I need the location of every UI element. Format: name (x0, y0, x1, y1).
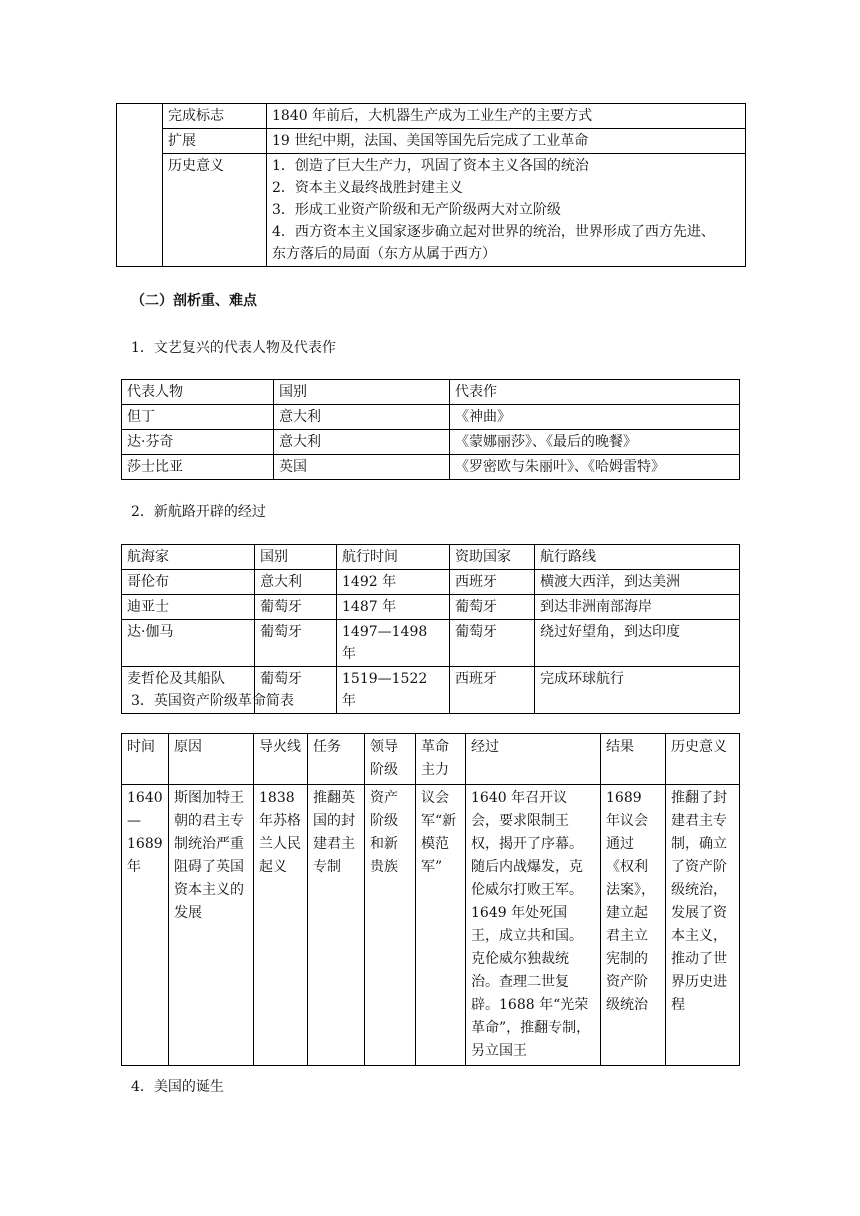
row-label: 历史意义 (163, 154, 267, 267)
table-row (122, 430, 740, 455)
significance-list (267, 154, 746, 267)
table-cell: 1640—1689 年 (122, 785, 169, 1066)
table-row (117, 129, 746, 154)
list-item: 4．西方资本主义国家逐步确立起对世界的统治，世界形成了西方先进、 (272, 224, 715, 240)
table-cell: 英国 (274, 455, 450, 480)
table-cell: 绕过好望角，到达印度 (535, 620, 740, 667)
table-cell: 1487 年 (337, 595, 450, 620)
column-header: 国别 (274, 380, 450, 405)
table-cell: 1492 年 (337, 570, 450, 595)
column-header: 航行时间 (337, 545, 450, 570)
column-header: 任务 (308, 734, 365, 785)
industrial-revolution-table (116, 103, 746, 267)
row-content: 1840 年前后，大机器生产成为工业生产的主要方式 (267, 104, 746, 129)
table-cell: 1689 年议会通过《权利法案》，建立起君主立宪制的资产阶级统治 (601, 785, 666, 1066)
table-row (122, 620, 740, 667)
table-row (117, 154, 746, 267)
column-header: 革命主力 (416, 734, 466, 785)
table-cell: 迪亚士 (122, 595, 255, 620)
renaissance-table (121, 379, 740, 480)
column-header: 时间 (122, 734, 169, 785)
column-header: 国别 (255, 545, 337, 570)
table-cell: 达·芬奇 (122, 430, 274, 455)
column-header: 资助国家 (450, 545, 535, 570)
table-cell: 《蒙娜丽莎》、《最后的晚餐》 (450, 430, 740, 455)
table-cell: 葡萄牙 (255, 620, 337, 667)
table-cell: 1519—1522 年 (337, 667, 450, 714)
table-cell: 葡萄牙 (255, 595, 337, 620)
table-cell: 资产阶级和新贵族 (365, 785, 416, 1066)
list-item: 3．形成工业资产阶级和无产阶级两大对立阶级 (272, 202, 561, 218)
table-cell: 议会军“新模范军” (416, 785, 466, 1066)
table-cell: 葡萄牙 (255, 667, 337, 714)
table-header-row (122, 734, 740, 785)
table-cell: 1497—1498 年 (337, 620, 450, 667)
table-cell: 意大利 (274, 405, 450, 430)
subsection-heading: 2．新航路开辟的经过 (131, 504, 266, 520)
table-cell: 哥伦布 (122, 570, 255, 595)
list-item: 1．创造了巨大生产力，巩固了资本主义各国的统治 (272, 158, 589, 174)
table-row (122, 570, 740, 595)
list-item: 东方落后的局面（东方从属于西方） (272, 246, 496, 262)
table-cell: 斯图加特王朝的君主专制统治严重阻碍了英国资本主义的发展 (169, 785, 254, 1066)
table-row (117, 104, 746, 129)
table-cell: 《神曲》 (450, 405, 740, 430)
subsection-heading: 3．英国资产阶级革命简表 (131, 693, 294, 709)
column-header: 历史意义 (666, 734, 740, 785)
column-header: 航行路线 (535, 545, 740, 570)
column-header: 代表作 (450, 380, 740, 405)
table-cell: 横渡大西洋，到达美洲 (535, 570, 740, 595)
column-header: 经过 (466, 734, 601, 785)
row-label: 扩展 (163, 129, 267, 154)
column-header: 航海家 (122, 545, 255, 570)
column-header: 结果 (601, 734, 666, 785)
table-row (122, 455, 740, 480)
subsection-heading: 1．文艺复兴的代表人物及代表作 (131, 340, 336, 356)
column-header: 导火线 (254, 734, 308, 785)
table-cell: 到达非洲南部海岸 (535, 595, 740, 620)
table-cell: 葡萄牙 (450, 595, 535, 620)
table-cell: 西班牙 (450, 570, 535, 595)
table-cell: 意大利 (274, 430, 450, 455)
table-cell: 完成环球航行 (535, 667, 740, 714)
table-header-row (122, 545, 740, 570)
table-cell: 莎士比亚 (122, 455, 274, 480)
table-cell: 1640 年召开议会，要求限制王权，揭开了序幕。随后内战爆发，克伦威尔打败王军。1649 年处死国王，成立共和国。克伦威尔独裁统治。查理二世复辟。1688 年“光荣革命”，推翻专制，另立国王 (466, 785, 601, 1066)
section-heading: （二）剖析重、难点 (131, 293, 257, 309)
table-cell: 1838 年苏格兰人民起义 (254, 785, 308, 1066)
list-item: 2．资本主义最终战胜封建主义 (272, 180, 463, 196)
table-cell: 西班牙 (450, 667, 535, 714)
table-row (122, 785, 740, 1066)
table-header-row (122, 380, 740, 405)
row-label: 完成标志 (163, 104, 267, 129)
column-header: 代表人物 (122, 380, 274, 405)
table-cell: 但丁 (122, 405, 274, 430)
table-cell: 推翻了封建君主专制，确立了资产阶级统治，发展了资本主义，推动了世界历史进程 (666, 785, 740, 1066)
table-cell: 葡萄牙 (450, 620, 535, 667)
table-row (122, 405, 740, 430)
column-header: 原因 (169, 734, 254, 785)
table-cell: 推翻英国的封建君主专制 (308, 785, 365, 1066)
merged-category-cell (117, 104, 163, 267)
table-row (122, 595, 740, 620)
subsection-heading: 4．美国的诞生 (131, 1079, 224, 1095)
column-header: 领导阶级 (365, 734, 416, 785)
english-revolution-table (121, 733, 740, 1066)
table-cell: 麦哲伦及其船队 (122, 667, 255, 714)
table-cell: 《罗密欧与朱丽叶》、《哈姆雷特》 (450, 455, 740, 480)
table-cell: 达·伽马 (122, 620, 255, 667)
row-content: 19 世纪中期，法国、美国等国先后完成了工业革命 (267, 129, 746, 154)
voyages-table (121, 544, 740, 714)
table-cell: 意大利 (255, 570, 337, 595)
